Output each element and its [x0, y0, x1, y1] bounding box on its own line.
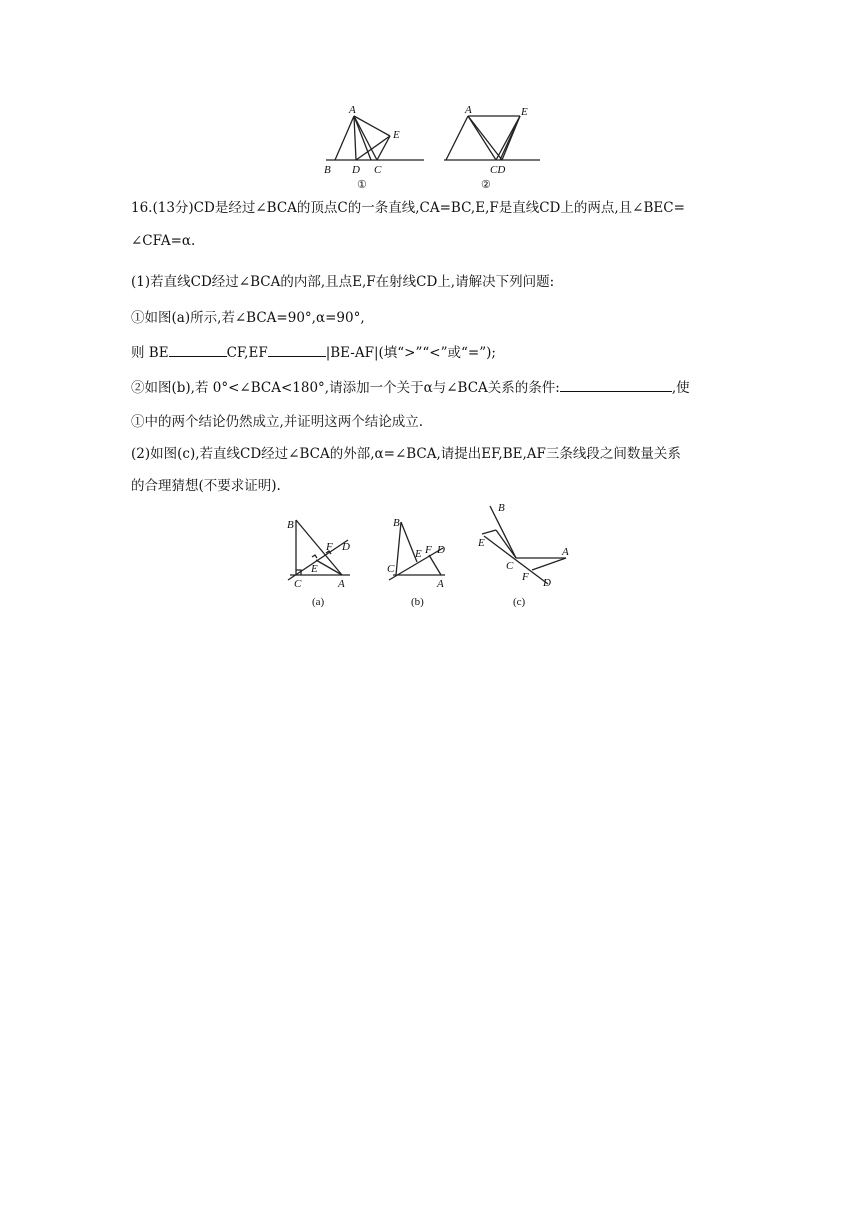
problem-line-4: ①如图(a)所示,若∠BCA=90°,α=90°,	[131, 310, 365, 326]
label-A: A	[437, 578, 444, 590]
answer-blank-1[interactable]	[169, 343, 227, 357]
figure-b	[381, 500, 461, 610]
label-E: E	[478, 537, 485, 549]
caption-c: (c)	[513, 596, 526, 608]
label-E: E	[415, 548, 422, 560]
label-F: F	[425, 544, 432, 556]
answer-blank-2[interactable]	[268, 343, 326, 357]
caption-b: (b)	[411, 596, 424, 608]
label-A: A	[465, 104, 472, 116]
label-C: C	[374, 164, 382, 176]
problem-line-8: (2)如图(c),若直线CD经过∠BCA的外部,α=∠BCA,请提出EF,BE,AF三条线段之间数量关系	[131, 446, 681, 462]
label-B: B	[287, 519, 294, 531]
label-D: D	[437, 544, 445, 556]
label-C: C	[294, 578, 302, 590]
figure-c	[470, 500, 580, 610]
label-D: D	[352, 164, 360, 176]
label-E: E	[521, 106, 528, 118]
problem-line-5	[131, 341, 496, 361]
label-D: D	[342, 541, 350, 553]
label-C: C	[506, 560, 514, 572]
caption-2: ②	[481, 179, 491, 191]
problem-line-7: ①中的两个结论仍然成立,并证明这两个结论成立.	[131, 414, 424, 430]
label-D: D	[543, 577, 551, 589]
label-C: C	[387, 563, 395, 575]
label-B: B	[498, 502, 505, 514]
figure-1	[318, 100, 428, 192]
label-E: E	[311, 563, 318, 575]
label-CD: CD	[490, 164, 506, 176]
label-A: A	[349, 104, 356, 116]
figure-2	[438, 100, 544, 192]
problem-line-6	[131, 376, 690, 396]
label-A: A	[338, 578, 345, 590]
text-be: 则 BE	[131, 345, 169, 361]
label-A: A	[562, 546, 569, 558]
problem-line-3: (1)若直线CD经过∠BCA的内部,且点E,F在射线CD上,请解决下列问题:	[131, 274, 555, 290]
label-E: E	[393, 129, 400, 141]
text-cf-ef: CF,EF	[226, 345, 268, 361]
answer-blank-3[interactable]	[560, 378, 672, 392]
label-B: B	[393, 517, 400, 529]
problem-line-2: ∠CFA=α.	[131, 233, 196, 249]
label-B: B	[324, 164, 331, 176]
problem-line-1: 16.(13分)CD是经过∠BCA的顶点C的一条直线,CA=BC,E,F是直线CD上的两点,且∠BEC=	[131, 200, 685, 216]
caption-1: ①	[357, 179, 367, 191]
problem-line-9: 的合理猜想(不要求证明).	[131, 478, 281, 494]
text-condition: ②如图(b),若 0°<∠BCA<180°,请添加一个关于α与∠BCA关系的条件:	[131, 380, 560, 396]
caption-a: (a)	[312, 596, 325, 608]
label-F: F	[522, 571, 529, 583]
text-shi: ,使	[671, 380, 690, 396]
label-F: F	[326, 541, 333, 553]
text-abs: |BE-AF|(填“>”“<”或“=”);	[325, 345, 496, 361]
figure-a	[282, 500, 362, 610]
